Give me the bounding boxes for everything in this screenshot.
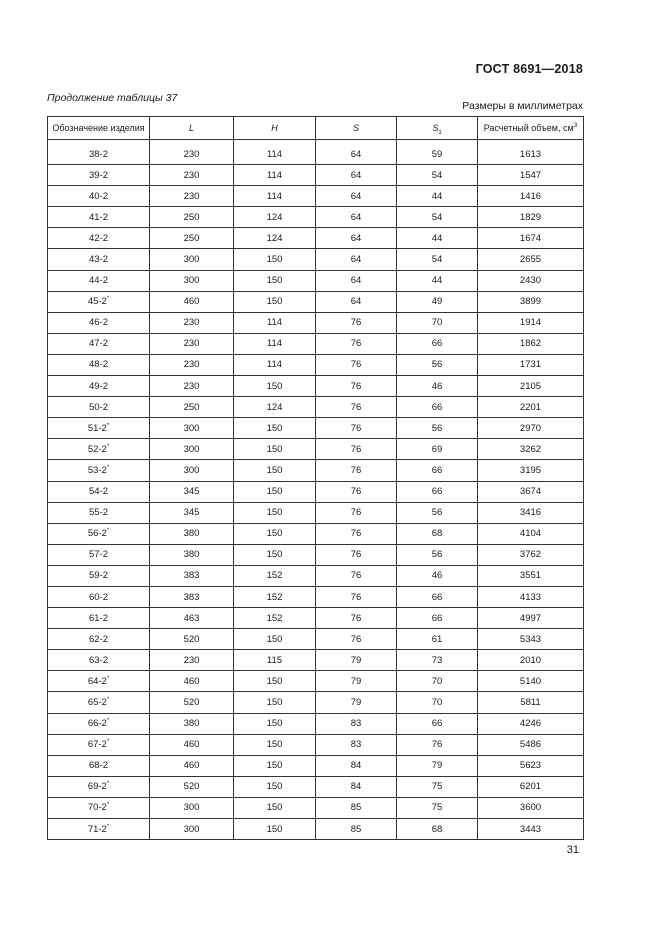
designation-text: 55-2 xyxy=(88,507,108,519)
table-row xyxy=(48,481,584,502)
cell-thickness-s1: 70 xyxy=(397,312,478,333)
cell-length: 383 xyxy=(150,565,234,586)
cell-volume: 4104 xyxy=(478,523,584,544)
cell-length: 345 xyxy=(150,502,234,523)
designation-text: 48-2 xyxy=(88,359,108,371)
table-row xyxy=(48,397,584,418)
header-volume xyxy=(478,117,584,140)
cell-volume: 3443 xyxy=(478,819,584,840)
table-row xyxy=(48,270,584,291)
cell-thickness: 76 xyxy=(316,376,397,397)
cell-height: 152 xyxy=(234,586,316,607)
designation-text: 44-2 xyxy=(88,275,108,287)
cell-thickness: 76 xyxy=(316,481,397,502)
cell-height: 150 xyxy=(234,502,316,523)
footnote-star: * xyxy=(106,802,110,809)
cell-height: 114 xyxy=(234,333,316,354)
cell-thickness-s1: 70 xyxy=(397,671,478,692)
cell-thickness: 76 xyxy=(316,608,397,629)
cell-designation xyxy=(48,312,150,333)
header-volume-superscript: 3 xyxy=(573,122,578,129)
cell-thickness-s1: 44 xyxy=(397,228,478,249)
table-row xyxy=(48,797,584,818)
cell-height: 114 xyxy=(234,165,316,186)
cell-thickness-s1: 54 xyxy=(397,207,478,228)
cell-volume: 1829 xyxy=(478,207,584,228)
cell-thickness: 76 xyxy=(316,418,397,439)
cell-thickness: 84 xyxy=(316,776,397,797)
footnote-star: * xyxy=(106,781,110,788)
cell-designation xyxy=(48,502,150,523)
cell-volume: 3551 xyxy=(478,565,584,586)
table-row xyxy=(48,249,584,270)
cell-thickness: 76 xyxy=(316,523,397,544)
cell-thickness: 85 xyxy=(316,797,397,818)
designation-text: 57-2 xyxy=(88,549,108,561)
cell-length: 383 xyxy=(150,586,234,607)
designation-text: 46-2 xyxy=(88,317,108,329)
cell-thickness-s1: 66 xyxy=(397,460,478,481)
cell-thickness-s1: 66 xyxy=(397,608,478,629)
designation-text: 50-2 xyxy=(88,401,108,413)
cell-thickness: 76 xyxy=(316,502,397,523)
cell-designation xyxy=(48,692,150,713)
cell-designation xyxy=(48,523,150,544)
cell-length: 380 xyxy=(150,544,234,565)
table-row xyxy=(48,523,584,544)
cell-thickness-s1: 76 xyxy=(397,734,478,755)
cell-thickness: 64 xyxy=(316,207,397,228)
header-volume-label: Расчетный объем, см xyxy=(483,123,574,133)
footnote-star: * xyxy=(106,739,110,746)
cell-height: 150 xyxy=(234,734,316,755)
cell-length: 230 xyxy=(150,186,234,207)
table-row xyxy=(48,692,584,713)
cell-volume: 4133 xyxy=(478,586,584,607)
cell-designation xyxy=(48,734,150,755)
table-row xyxy=(48,755,584,776)
cell-length: 230 xyxy=(150,650,234,671)
cell-volume: 5811 xyxy=(478,692,584,713)
table-row xyxy=(48,376,584,397)
cell-thickness: 64 xyxy=(316,165,397,186)
cell-volume: 2010 xyxy=(478,650,584,671)
footnote-star: * xyxy=(106,528,110,535)
cell-thickness: 76 xyxy=(316,565,397,586)
cell-designation xyxy=(48,797,150,818)
cell-volume: 1416 xyxy=(478,186,584,207)
cell-height: 114 xyxy=(234,354,316,375)
cell-height: 152 xyxy=(234,608,316,629)
cell-thickness: 84 xyxy=(316,755,397,776)
table-row xyxy=(48,819,584,840)
cell-volume: 1613 xyxy=(478,140,584,165)
designation-text: 71-2 xyxy=(87,823,107,835)
cell-designation xyxy=(48,671,150,692)
cell-designation xyxy=(48,776,150,797)
footnote-star: * xyxy=(106,464,110,471)
cell-length: 250 xyxy=(150,207,234,228)
cell-thickness-s1: 56 xyxy=(397,418,478,439)
table-row xyxy=(48,186,584,207)
cell-thickness-s1: 46 xyxy=(397,565,478,586)
cell-thickness: 76 xyxy=(316,460,397,481)
cell-length: 460 xyxy=(150,291,234,312)
header-s1-subscript: 1 xyxy=(438,129,442,136)
designation-text: 53-2 xyxy=(87,464,107,476)
cell-height: 150 xyxy=(234,481,316,502)
cell-height: 114 xyxy=(234,186,316,207)
cell-thickness-s1: 59 xyxy=(397,140,478,165)
cell-volume: 5140 xyxy=(478,671,584,692)
cell-volume: 3195 xyxy=(478,460,584,481)
cell-thickness-s1: 70 xyxy=(397,692,478,713)
cell-thickness-s1: 66 xyxy=(397,713,478,734)
header-s1-base: S xyxy=(432,123,439,133)
cell-designation xyxy=(48,207,150,228)
cell-height: 114 xyxy=(234,140,316,165)
designation-text: 51-2 xyxy=(87,422,107,434)
cell-volume: 1862 xyxy=(478,333,584,354)
table-row xyxy=(48,418,584,439)
cell-length: 230 xyxy=(150,140,234,165)
cell-length: 460 xyxy=(150,755,234,776)
designation-text: 54-2 xyxy=(88,486,108,498)
cell-thickness-s1: 75 xyxy=(397,776,478,797)
cell-thickness: 76 xyxy=(316,544,397,565)
page-number: 31 xyxy=(566,844,579,856)
designation-text: 43-2 xyxy=(88,254,108,266)
cell-thickness-s1: 56 xyxy=(397,354,478,375)
cell-thickness-s1: 73 xyxy=(397,650,478,671)
designation-text: 67-2 xyxy=(87,739,107,751)
table-row xyxy=(48,776,584,797)
cell-thickness-s1: 46 xyxy=(397,376,478,397)
cell-designation xyxy=(48,608,150,629)
table-row xyxy=(48,140,584,165)
table-row xyxy=(48,608,584,629)
cell-designation xyxy=(48,140,150,165)
cell-thickness-s1: 54 xyxy=(397,249,478,270)
cell-designation xyxy=(48,249,150,270)
cell-volume: 3600 xyxy=(478,797,584,818)
cell-length: 250 xyxy=(150,397,234,418)
cell-designation xyxy=(48,439,150,460)
cell-volume: 3416 xyxy=(478,502,584,523)
units-note: Размеры в миллиметрах xyxy=(462,100,583,112)
cell-designation xyxy=(48,186,150,207)
cell-height: 150 xyxy=(234,291,316,312)
cell-designation xyxy=(48,376,150,397)
cell-thickness: 64 xyxy=(316,249,397,270)
cell-designation xyxy=(48,629,150,650)
cell-thickness: 76 xyxy=(316,586,397,607)
cell-designation xyxy=(48,270,150,291)
cell-designation xyxy=(48,228,150,249)
cell-thickness: 64 xyxy=(316,228,397,249)
cell-length: 250 xyxy=(150,228,234,249)
cell-length: 380 xyxy=(150,713,234,734)
cell-thickness-s1: 56 xyxy=(397,544,478,565)
cell-volume: 6201 xyxy=(478,776,584,797)
cell-volume: 3674 xyxy=(478,481,584,502)
cell-thickness: 64 xyxy=(316,291,397,312)
cell-height: 114 xyxy=(234,312,316,333)
cell-thickness-s1: 61 xyxy=(397,629,478,650)
cell-thickness-s1: 54 xyxy=(397,165,478,186)
designation-text: 65-2 xyxy=(87,696,107,708)
designation-text: 70-2 xyxy=(87,802,107,814)
cell-volume: 5486 xyxy=(478,734,584,755)
cell-height: 150 xyxy=(234,776,316,797)
cell-height: 150 xyxy=(234,523,316,544)
designation-text: 42-2 xyxy=(88,232,108,244)
designation-text: 40-2 xyxy=(88,190,108,202)
cell-designation xyxy=(48,819,150,840)
cell-length: 230 xyxy=(150,354,234,375)
cell-thickness-s1: 44 xyxy=(397,186,478,207)
cell-volume: 4246 xyxy=(478,713,584,734)
designation-text: 59-2 xyxy=(88,570,108,582)
table-row xyxy=(48,207,584,228)
cell-length: 300 xyxy=(150,460,234,481)
table-row xyxy=(48,502,584,523)
table-row xyxy=(48,565,584,586)
cell-volume: 5623 xyxy=(478,755,584,776)
cell-height: 150 xyxy=(234,629,316,650)
designation-text: 39-2 xyxy=(88,169,108,181)
cell-designation xyxy=(48,165,150,186)
cell-designation xyxy=(48,481,150,502)
footnote-star: * xyxy=(106,296,110,303)
cell-designation xyxy=(48,544,150,565)
designation-text: 66-2 xyxy=(87,718,107,730)
cell-length: 300 xyxy=(150,418,234,439)
cell-height: 124 xyxy=(234,228,316,249)
table-row xyxy=(48,734,584,755)
cell-height: 150 xyxy=(234,439,316,460)
cell-length: 520 xyxy=(150,629,234,650)
cell-height: 150 xyxy=(234,460,316,481)
cell-thickness: 76 xyxy=(316,354,397,375)
designation-text: 52-2 xyxy=(87,443,107,455)
cell-volume: 2655 xyxy=(478,249,584,270)
cell-height: 150 xyxy=(234,270,316,291)
cell-thickness-s1: 66 xyxy=(397,333,478,354)
table-row xyxy=(48,165,584,186)
cell-height: 150 xyxy=(234,797,316,818)
table-row xyxy=(48,460,584,481)
cell-volume: 2201 xyxy=(478,397,584,418)
cell-designation xyxy=(48,755,150,776)
cell-height: 124 xyxy=(234,397,316,418)
table-row xyxy=(48,354,584,375)
cell-length: 300 xyxy=(150,439,234,460)
cell-thickness-s1: 44 xyxy=(397,270,478,291)
header-thickness: S xyxy=(316,117,397,140)
cell-thickness: 83 xyxy=(316,713,397,734)
cell-length: 300 xyxy=(150,249,234,270)
standard-header: ГОСТ 8691—2018 xyxy=(475,62,583,76)
cell-designation xyxy=(48,333,150,354)
cell-designation xyxy=(48,713,150,734)
footnote-star: * xyxy=(106,443,110,450)
cell-thickness-s1: 75 xyxy=(397,797,478,818)
designation-text: 60-2 xyxy=(88,591,108,603)
cell-designation xyxy=(48,460,150,481)
cell-thickness: 83 xyxy=(316,734,397,755)
cell-designation xyxy=(48,291,150,312)
cell-length: 520 xyxy=(150,776,234,797)
dimensions-table xyxy=(47,116,584,840)
table-row xyxy=(48,650,584,671)
cell-thickness: 79 xyxy=(316,650,397,671)
cell-height: 150 xyxy=(234,692,316,713)
cell-thickness-s1: 66 xyxy=(397,481,478,502)
cell-length: 460 xyxy=(150,734,234,755)
table-header-row xyxy=(48,117,584,140)
cell-length: 345 xyxy=(150,481,234,502)
designation-text: 41-2 xyxy=(88,211,108,223)
cell-thickness-s1: 68 xyxy=(397,819,478,840)
footnote-star: * xyxy=(106,696,110,703)
footnote-star: * xyxy=(106,422,110,429)
cell-volume: 2105 xyxy=(478,376,584,397)
cell-designation xyxy=(48,397,150,418)
designation-text: 56-2 xyxy=(87,528,107,540)
table-caption: Продолжение таблицы 37 xyxy=(47,92,178,104)
table-row xyxy=(48,586,584,607)
designation-text: 64-2 xyxy=(87,675,107,687)
cell-volume: 1914 xyxy=(478,312,584,333)
footnote-star: * xyxy=(106,823,110,830)
header-designation: Обозначение изделия xyxy=(48,117,150,140)
cell-thickness: 79 xyxy=(316,692,397,713)
cell-volume: 1731 xyxy=(478,354,584,375)
cell-volume: 3262 xyxy=(478,439,584,460)
cell-volume: 2430 xyxy=(478,270,584,291)
cell-length: 230 xyxy=(150,312,234,333)
cell-height: 150 xyxy=(234,713,316,734)
cell-thickness: 64 xyxy=(316,140,397,165)
header-height: H xyxy=(234,117,316,140)
table-row xyxy=(48,671,584,692)
cell-length: 300 xyxy=(150,797,234,818)
table-row xyxy=(48,333,584,354)
cell-thickness: 85 xyxy=(316,819,397,840)
cell-thickness-s1: 49 xyxy=(397,291,478,312)
designation-text: 61-2 xyxy=(88,612,108,624)
cell-thickness-s1: 56 xyxy=(397,502,478,523)
footnote-star: * xyxy=(106,675,110,682)
cell-height: 124 xyxy=(234,207,316,228)
cell-volume: 1547 xyxy=(478,165,584,186)
cell-thickness: 76 xyxy=(316,439,397,460)
designation-text: 62-2 xyxy=(88,633,108,645)
cell-length: 520 xyxy=(150,692,234,713)
footnote-star: * xyxy=(106,717,110,724)
table-row xyxy=(48,291,584,312)
table-body xyxy=(48,140,584,840)
cell-thickness-s1: 68 xyxy=(397,523,478,544)
cell-height: 152 xyxy=(234,565,316,586)
cell-designation xyxy=(48,354,150,375)
cell-thickness-s1: 79 xyxy=(397,755,478,776)
cell-height: 150 xyxy=(234,755,316,776)
cell-height: 150 xyxy=(234,671,316,692)
cell-length: 230 xyxy=(150,165,234,186)
cell-length: 230 xyxy=(150,333,234,354)
cell-designation xyxy=(48,565,150,586)
cell-thickness: 76 xyxy=(316,397,397,418)
cell-height: 150 xyxy=(234,376,316,397)
cell-thickness-s1: 66 xyxy=(397,397,478,418)
table-row xyxy=(48,439,584,460)
cell-designation xyxy=(48,650,150,671)
designation-text: 69-2 xyxy=(87,781,107,793)
header-length: L xyxy=(150,117,234,140)
cell-length: 230 xyxy=(150,376,234,397)
cell-thickness: 64 xyxy=(316,270,397,291)
designation-text: 63-2 xyxy=(88,654,108,666)
cell-designation xyxy=(48,586,150,607)
cell-volume: 5343 xyxy=(478,629,584,650)
cell-volume: 1674 xyxy=(478,228,584,249)
cell-thickness: 79 xyxy=(316,671,397,692)
cell-height: 150 xyxy=(234,544,316,565)
cell-length: 460 xyxy=(150,671,234,692)
cell-thickness: 64 xyxy=(316,186,397,207)
cell-height: 150 xyxy=(234,819,316,840)
cell-volume: 3762 xyxy=(478,544,584,565)
cell-length: 463 xyxy=(150,608,234,629)
table-row xyxy=(48,629,584,650)
designation-text: 68-2 xyxy=(88,760,108,772)
header-thickness-s1 xyxy=(397,117,478,140)
designation-text: 49-2 xyxy=(88,380,108,392)
cell-designation xyxy=(48,418,150,439)
cell-volume: 3899 xyxy=(478,291,584,312)
cell-length: 300 xyxy=(150,819,234,840)
cell-length: 380 xyxy=(150,523,234,544)
designation-text: 45-2 xyxy=(87,296,107,308)
cell-thickness: 76 xyxy=(316,333,397,354)
table-row xyxy=(48,544,584,565)
table-row xyxy=(48,713,584,734)
cell-height: 150 xyxy=(234,418,316,439)
cell-height: 115 xyxy=(234,650,316,671)
table-row xyxy=(48,228,584,249)
cell-height: 150 xyxy=(234,249,316,270)
cell-volume: 2970 xyxy=(478,418,584,439)
cell-thickness-s1: 69 xyxy=(397,439,478,460)
cell-thickness-s1: 66 xyxy=(397,586,478,607)
cell-thickness: 76 xyxy=(316,312,397,333)
cell-thickness: 76 xyxy=(316,629,397,650)
designation-text: 38-2 xyxy=(88,148,108,160)
cell-volume: 4997 xyxy=(478,608,584,629)
cell-length: 300 xyxy=(150,270,234,291)
designation-text: 47-2 xyxy=(88,338,108,350)
table-row xyxy=(48,312,584,333)
